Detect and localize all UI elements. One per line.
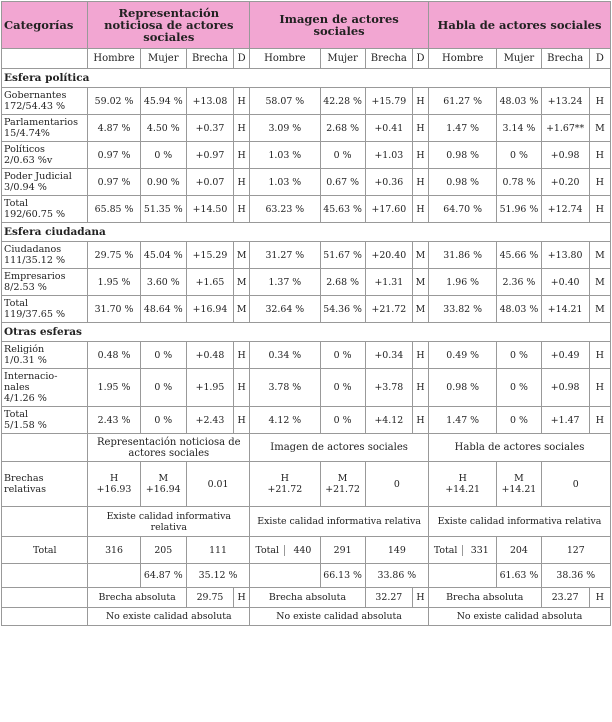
mujer-value: 42.28 % [320, 88, 365, 115]
hombre-value: 32.64 % [250, 296, 320, 323]
mujer-value: 3.14 % [497, 115, 541, 142]
pct-h: 66.13 % [320, 564, 365, 588]
brecha-value: +16.94 [186, 296, 233, 323]
hombre-value: 3.09 % [250, 115, 320, 142]
hombre-value: 63.23 % [250, 196, 320, 223]
direction-value: M [589, 242, 610, 269]
brecha-value: +1.65 [186, 269, 233, 296]
brecha-value: +0.98 [541, 142, 589, 169]
hombre-value: 29.75 % [88, 242, 140, 269]
category-cell [2, 296, 88, 323]
brecha-value: +1.67** [541, 115, 589, 142]
mujer-value: 0 % [497, 407, 541, 434]
pct-empty [2, 564, 88, 588]
table-row [2, 88, 611, 115]
no-existe-calidad: No existe calidad absoluta [429, 608, 611, 626]
section-header [2, 69, 611, 88]
category-text: 1/0.31 % [4, 355, 47, 366]
brecha-absoluta-d: H [234, 588, 250, 608]
hombre-value: 0.98 % [429, 169, 497, 196]
category-cell [2, 342, 88, 369]
mujer-value: 2.68 % [320, 115, 365, 142]
brecha-value: +0.07 [186, 169, 233, 196]
brecha-value: +12.74 [541, 196, 589, 223]
existe-calidad: Existe calidad informativa relativa [429, 507, 611, 537]
existe-row [2, 507, 611, 537]
mujer-value: 0 % [320, 342, 365, 369]
section-header [2, 223, 611, 242]
pct-empty [88, 564, 140, 588]
section-title: Esfera política [2, 69, 611, 88]
category-text: Gobernantes [4, 90, 67, 101]
direction-value: H [589, 142, 610, 169]
category-text: 3/0.94 % [4, 182, 47, 193]
subheader-mujer: Mujer [497, 49, 541, 69]
direction-value: H [234, 169, 250, 196]
brecha-value: +0.97 [186, 142, 233, 169]
category-cell [2, 407, 88, 434]
hombre-value: 1.96 % [429, 269, 497, 296]
direction-value: H [589, 88, 610, 115]
brecha-value: +1.03 [365, 142, 412, 169]
header-imagen: Imagen de actores sociales [250, 2, 429, 49]
hombre-value: 31.70 % [88, 296, 140, 323]
subheader-brecha: Brecha [541, 49, 589, 69]
direction-value: H [589, 169, 610, 196]
existe-empty [2, 507, 88, 537]
brecha-h: H +16.93 [88, 462, 140, 507]
brecha-value: +13.24 [541, 88, 589, 115]
existe-calidad: Existe calidad informativa relativa [88, 507, 250, 537]
mujer-value: 45.66 % [497, 242, 541, 269]
category-cell [2, 169, 88, 196]
direction-value: H [412, 342, 428, 369]
subheader-row [2, 49, 611, 69]
pct-h: 64.87 % [140, 564, 186, 588]
category-text: Empresarios [4, 271, 66, 282]
mujer-value: 0.90 % [140, 169, 186, 196]
hombre-value: 33.82 % [429, 296, 497, 323]
brecha-value: +0.48 [186, 342, 233, 369]
category-text: 111/35.12 % [4, 255, 66, 266]
table-row [2, 296, 611, 323]
direction-value: H [234, 142, 250, 169]
lower-empty [2, 434, 88, 462]
brecha-diff: 0 [365, 462, 428, 507]
mujer-value: 45.94 % [140, 88, 186, 115]
subheader-mujer: Mujer [140, 49, 186, 69]
mujer-value: 48.03 % [497, 296, 541, 323]
direction-value: H [234, 369, 250, 407]
lower-header-imagen: Imagen de actores sociales [250, 434, 429, 462]
brecha-value: +0.98 [541, 369, 589, 407]
mujer-value: 0 % [497, 142, 541, 169]
direction-value: M [412, 242, 428, 269]
total-m: 149 [365, 537, 428, 564]
category-text: Internacio- [4, 371, 58, 382]
mujer-value: 2.68 % [320, 269, 365, 296]
brecha-absoluta-label: Brecha absoluta [88, 588, 186, 608]
data-table [1, 1, 611, 626]
category-text: Total [4, 198, 29, 209]
direction-value: H [234, 407, 250, 434]
brecha-value: +0.36 [365, 169, 412, 196]
category-text: Parlamentarios [4, 117, 78, 128]
table-row [2, 196, 611, 223]
mujer-value: 54.36 % [320, 296, 365, 323]
existe-calidad: Existe calidad informativa relativa [250, 507, 429, 537]
hombre-value: 2.43 % [88, 407, 140, 434]
subheader-empty [2, 49, 88, 69]
brecha-value: +15.29 [186, 242, 233, 269]
mujer-value: 0 % [140, 342, 186, 369]
direction-value: H [234, 88, 250, 115]
brecha-value: +14.50 [186, 196, 233, 223]
mujer-value: 45.63 % [320, 196, 365, 223]
brecha-value: +21.72 [365, 296, 412, 323]
pct-h: 61.63 % [497, 564, 541, 588]
hombre-value: 0.34 % [250, 342, 320, 369]
total-value: 316 [88, 537, 140, 564]
table-row [2, 142, 611, 169]
hombre-value: 59.02 % [88, 88, 140, 115]
mujer-value: 0 % [497, 342, 541, 369]
section-header [2, 323, 611, 342]
header-habla: Habla de actores sociales [429, 2, 611, 49]
brecha-absoluta-value: 23.27 [541, 588, 589, 608]
category-text: Total [4, 298, 29, 309]
no-existe-calidad: No existe calidad absoluta [250, 608, 429, 626]
direction-value: H [412, 407, 428, 434]
hombre-value: 1.47 % [429, 407, 497, 434]
table-row [2, 407, 611, 434]
category-cell [2, 269, 88, 296]
hombre-value: 64.70 % [429, 196, 497, 223]
hombre-value: 61.27 % [429, 88, 497, 115]
category-text: Ciudadanos [4, 244, 62, 255]
brecha-value: +0.41 [365, 115, 412, 142]
subheader-hombre: Hombre [88, 49, 140, 69]
brecha-absoluta-value: 32.27 [365, 588, 412, 608]
category-text: 119/37.65 % [4, 309, 66, 320]
brecha-value: +17.60 [365, 196, 412, 223]
brecha-value: +14.21 [541, 296, 589, 323]
direction-value: M [589, 296, 610, 323]
subheader-mujer: Mujer [320, 49, 365, 69]
total-m: 111 [186, 537, 249, 564]
brecha-value: +13.80 [541, 242, 589, 269]
category-text: nales [4, 382, 30, 393]
pct-m: 38.36 % [541, 564, 610, 588]
hombre-value: 4.12 % [250, 407, 320, 434]
brecha-value: +3.78 [365, 369, 412, 407]
mujer-value: 0 % [320, 369, 365, 407]
direction-value: H [412, 369, 428, 407]
mujer-value: 0.78 % [497, 169, 541, 196]
direction-value: H [412, 88, 428, 115]
hombre-value: 4.87 % [88, 115, 140, 142]
hombre-value: 3.78 % [250, 369, 320, 407]
hombre-value: 1.47 % [429, 115, 497, 142]
table-row [2, 342, 611, 369]
lower-header-representacion: Representación noticiosa de actores sociales [88, 434, 250, 462]
subheader-d: D [412, 49, 428, 69]
section-title: Otras esferas [2, 323, 611, 342]
brecha-value: +0.40 [541, 269, 589, 296]
hombre-value: 0.48 % [88, 342, 140, 369]
mujer-value: 51.35 % [140, 196, 186, 223]
noexiste-empty [2, 608, 88, 626]
pct-m: 35.12 % [186, 564, 249, 588]
hombre-value: 1.95 % [88, 269, 140, 296]
section-title: Esfera ciudadana [2, 223, 611, 242]
total-label: Total [250, 545, 285, 556]
brecha-absoluta-d: H [412, 588, 428, 608]
category-text: 8/2.53 % [4, 282, 47, 293]
direction-value: H [234, 196, 250, 223]
brecha-value: +2.43 [186, 407, 233, 434]
direction-value: H [412, 196, 428, 223]
total-value [429, 537, 497, 564]
lower-header-row [2, 434, 611, 462]
total-inner [250, 537, 320, 564]
table-row [2, 269, 611, 296]
hombre-value: 31.27 % [250, 242, 320, 269]
total-h: 205 [140, 537, 186, 564]
table-row [2, 169, 611, 196]
lower-header-habla: Habla de actores sociales [429, 434, 611, 462]
table-row [2, 369, 611, 407]
category-cell [2, 242, 88, 269]
total-h: 291 [320, 537, 365, 564]
mujer-value: 51.96 % [497, 196, 541, 223]
subheader-hombre: Hombre [250, 49, 320, 69]
category-cell [2, 115, 88, 142]
direction-value: H [412, 115, 428, 142]
direction-value: M [412, 296, 428, 323]
category-cell [2, 142, 88, 169]
pct-empty [250, 564, 320, 588]
brechas-row [2, 462, 611, 507]
direction-value: M [589, 115, 610, 142]
direction-value: H [234, 342, 250, 369]
direction-value: M [234, 269, 250, 296]
category-text: 2/0.63 %v [4, 155, 53, 166]
brecha-value: +0.49 [541, 342, 589, 369]
category-text: Total [4, 409, 29, 420]
hombre-value: 65.85 % [88, 196, 140, 223]
hombre-value: 1.03 % [250, 169, 320, 196]
subheader-d: D [234, 49, 250, 69]
hombre-value: 0.98 % [429, 369, 497, 407]
abs-empty [2, 588, 88, 608]
category-text: Políticos [4, 144, 45, 155]
hombre-value: 1.03 % [250, 142, 320, 169]
brecha-value: +1.47 [541, 407, 589, 434]
mujer-value: 0 % [320, 142, 365, 169]
brecha-m: M +21.72 [320, 462, 365, 507]
brecha-m: M +14.21 [497, 462, 541, 507]
category-text: Poder Judicial [4, 171, 72, 182]
mujer-value: 0 % [140, 369, 186, 407]
brecha-value: +13.08 [186, 88, 233, 115]
subheader-brecha: Brecha [186, 49, 233, 69]
category-text: 192/60.75 % [4, 209, 66, 220]
total-h: 204 [497, 537, 541, 564]
mujer-value: 0 % [140, 407, 186, 434]
mujer-value: 48.03 % [497, 88, 541, 115]
category-text: 15/4.74% [4, 128, 50, 139]
brecha-value: +1.95 [186, 369, 233, 407]
direction-value: M [412, 269, 428, 296]
pct-row [2, 564, 611, 588]
table-row [2, 115, 611, 142]
subheader-hombre: Hombre [429, 49, 497, 69]
brecha-absoluta-label: Brecha absoluta [429, 588, 542, 608]
table-row [2, 242, 611, 269]
total-label: Total [433, 544, 458, 556]
direction-value: H [589, 369, 610, 407]
pct-m: 33.86 % [365, 564, 428, 588]
total-row [2, 537, 611, 564]
hombre-value: 0.49 % [429, 342, 497, 369]
hombre-value: 1.95 % [88, 369, 140, 407]
subheader-d: D [589, 49, 610, 69]
mujer-value: 0 % [140, 142, 186, 169]
brecha-value: +20.40 [365, 242, 412, 269]
mujer-value: 51.67 % [320, 242, 365, 269]
total-value: 331 [463, 545, 497, 556]
hombre-value: 31.86 % [429, 242, 497, 269]
pct-empty [429, 564, 497, 588]
hombre-value: 0.98 % [429, 142, 497, 169]
brecha-value: +0.20 [541, 169, 589, 196]
direction-value: M [589, 269, 610, 296]
hombre-value: 0.97 % [88, 142, 140, 169]
category-text: Religión [4, 344, 45, 355]
header-representacion: Representación noticiosa de actores sociales [88, 2, 250, 49]
category-text: 172/54.43 % [4, 101, 66, 112]
mujer-value: 3.60 % [140, 269, 186, 296]
brechas-label: Brechas relativas [2, 462, 88, 507]
subheader-brecha: Brecha [365, 49, 412, 69]
brecha-absoluta-value: 29.75 [186, 588, 233, 608]
brecha-absoluta-row [2, 588, 611, 608]
brecha-h: H +21.72 [250, 462, 320, 507]
brecha-value: +0.37 [186, 115, 233, 142]
brecha-value: +4.12 [365, 407, 412, 434]
brecha-value: +1.31 [365, 269, 412, 296]
direction-value: H [589, 196, 610, 223]
mujer-value: 45.04 % [140, 242, 186, 269]
category-cell [2, 196, 88, 223]
header-categorias: Categorías [2, 2, 88, 49]
direction-value: M [234, 296, 250, 323]
category-text: 5/1.58 % [4, 420, 47, 431]
brecha-absoluta-d: H [589, 588, 610, 608]
brecha-value: +0.34 [365, 342, 412, 369]
total-label: Total [2, 537, 88, 564]
category-text: 4/1.26 % [4, 393, 47, 404]
brecha-diff: 0 [541, 462, 610, 507]
mujer-value: 0 % [497, 369, 541, 407]
direction-value: H [589, 407, 610, 434]
brecha-absoluta-label: Brecha absoluta [250, 588, 366, 608]
category-cell [2, 369, 88, 407]
brecha-diff: 0.01 [186, 462, 249, 507]
no-existe-row [2, 608, 611, 626]
direction-value: H [412, 142, 428, 169]
no-existe-calidad: No existe calidad absoluta [88, 608, 250, 626]
direction-value: H [589, 342, 610, 369]
total-value: 440 [293, 544, 312, 556]
hombre-value: 1.37 % [250, 269, 320, 296]
brecha-h: H +14.21 [429, 462, 497, 507]
direction-value: H [412, 169, 428, 196]
brecha-m: M +16.94 [140, 462, 186, 507]
hombre-value: 0.97 % [88, 169, 140, 196]
mujer-value: 48.64 % [140, 296, 186, 323]
direction-value: H [234, 115, 250, 142]
direction-value: M [234, 242, 250, 269]
brecha-value: +15.79 [365, 88, 412, 115]
mujer-value: 4.50 % [140, 115, 186, 142]
total-m: 127 [541, 537, 610, 564]
category-cell [2, 88, 88, 115]
hombre-value: 58.07 % [250, 88, 320, 115]
mujer-value: 2.36 % [497, 269, 541, 296]
mujer-value: 0 % [320, 407, 365, 434]
mujer-value: 0.67 % [320, 169, 365, 196]
